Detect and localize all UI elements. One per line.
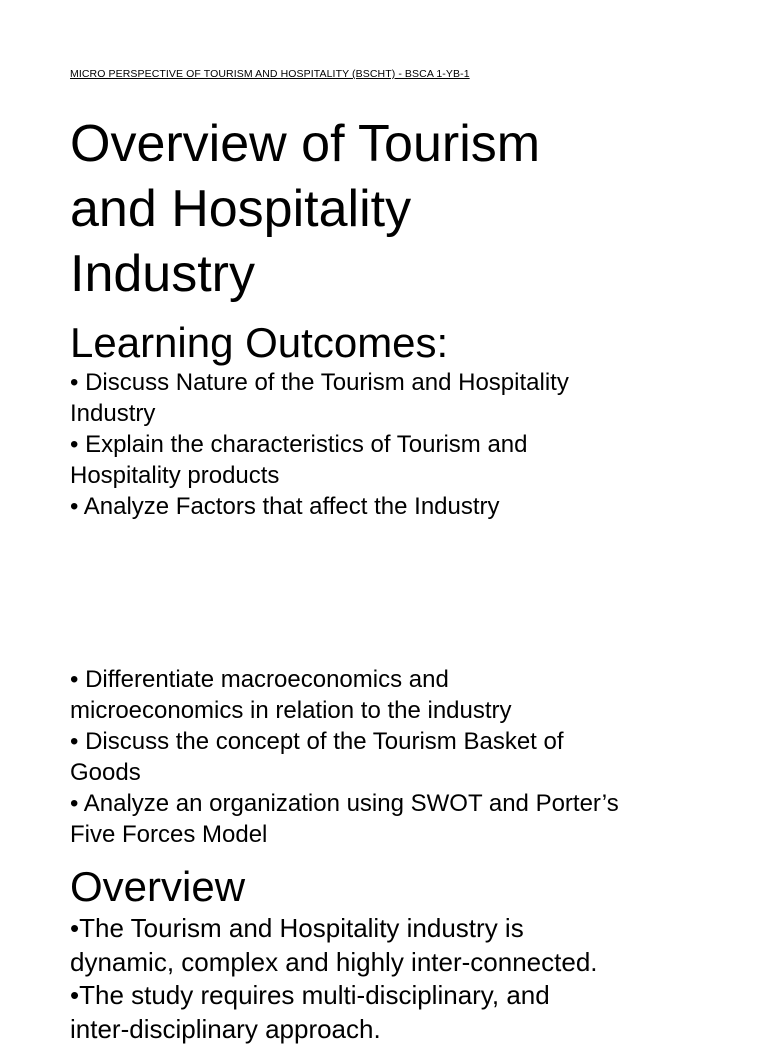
learning-outcomes-list-continued xyxy=(70,664,710,850)
list-item-line: dynamic, complex and highly inter-connected. xyxy=(70,946,730,980)
list-item xyxy=(70,367,710,429)
list-item xyxy=(70,664,710,726)
list-item-line: • Discuss the concept of the Tourism Basket of xyxy=(70,726,710,757)
list-item xyxy=(70,912,730,979)
title-line: Industry xyxy=(70,242,710,307)
list-item-line: Goods xyxy=(70,757,710,788)
list-item-line: • Analyze Factors that affect the Industry xyxy=(70,491,710,522)
list-item xyxy=(70,788,710,850)
learning-outcomes-heading: Learning Outcomes: xyxy=(70,318,448,368)
list-item-line: inter-disciplinary approach. xyxy=(70,1013,730,1046)
list-item xyxy=(70,726,710,788)
document-title xyxy=(70,112,710,307)
learning-outcomes-list xyxy=(70,367,710,522)
list-item-line: •The Tourism and Hospitality industry is xyxy=(70,912,730,946)
list-item-line: Hospitality products xyxy=(70,460,710,491)
title-line: and Hospitality xyxy=(70,177,710,242)
course-header-link[interactable]: MICRO PERSPECTIVE OF TOURISM AND HOSPITALITY (BSCHT) - BSCA 1-YB-1 xyxy=(70,68,470,80)
list-item-line: • Explain the characteristics of Tourism and xyxy=(70,429,710,460)
list-item-line: •The study requires multi-disciplinary, and xyxy=(70,979,730,1013)
title-line: Overview of Tourism xyxy=(70,112,710,177)
list-item-line: Five Forces Model xyxy=(70,819,710,850)
list-item-line: Industry xyxy=(70,398,710,429)
list-item-line: • Analyze an organization using SWOT and Porter’s xyxy=(70,788,710,819)
list-item-line: microeconomics in relation to the industry xyxy=(70,695,710,726)
list-item-line: • Discuss Nature of the Tourism and Hospitality xyxy=(70,367,710,398)
list-item xyxy=(70,429,710,491)
list-item-line: • Differentiate macroeconomics and xyxy=(70,664,710,695)
overview-list xyxy=(70,912,730,1046)
list-item xyxy=(70,491,710,522)
list-item xyxy=(70,979,730,1046)
overview-heading: Overview xyxy=(70,862,245,912)
